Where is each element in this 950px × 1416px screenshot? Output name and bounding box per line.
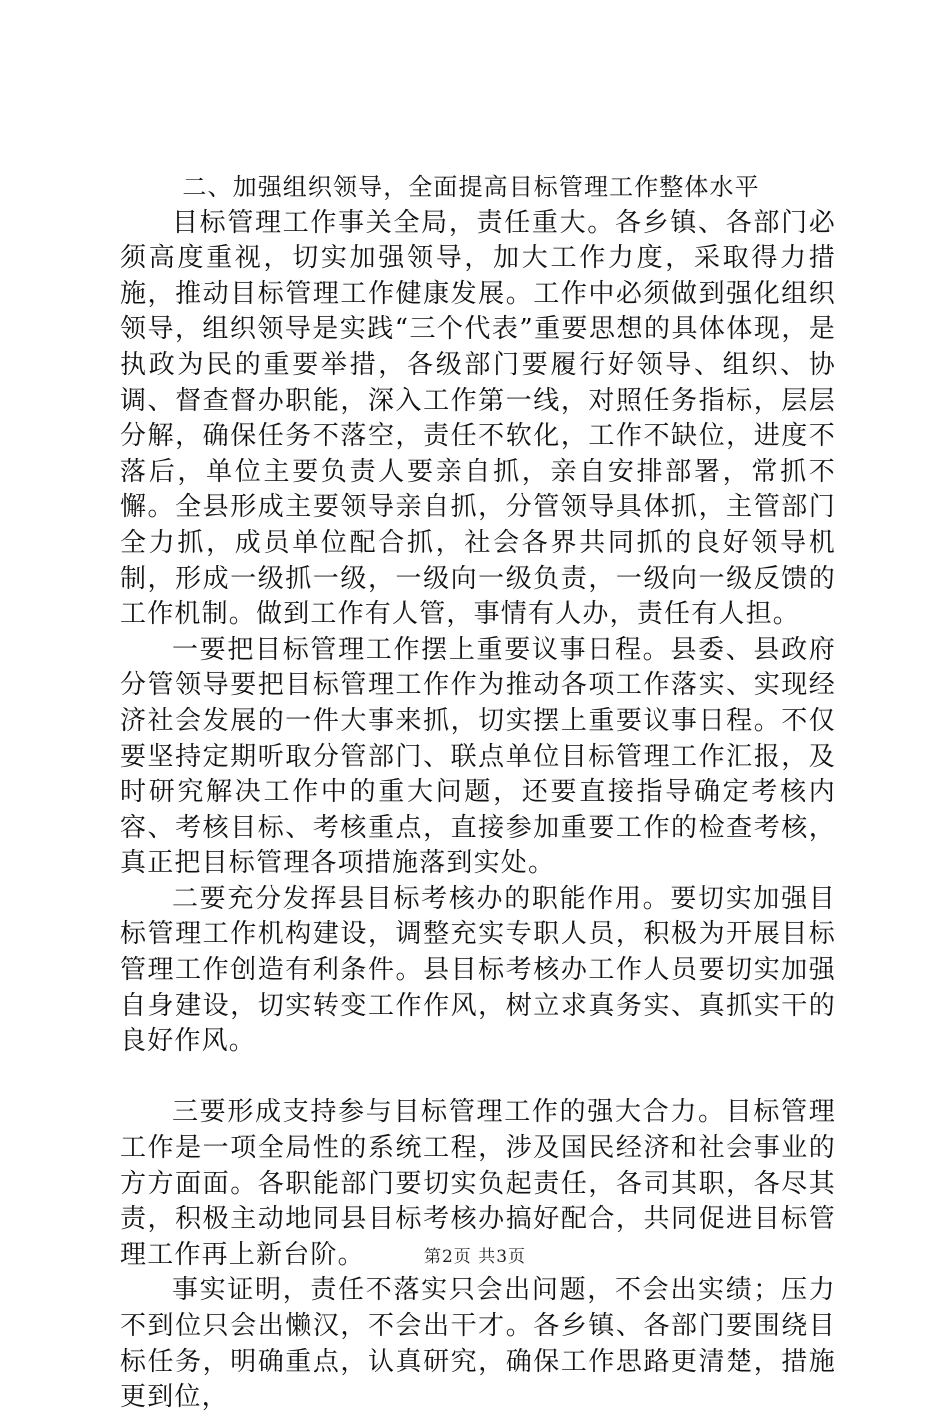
paragraph-overview: 目标管理工作事关全局，责任重大。各乡镇、各部门必须高度重视，切实加强领导，加大工作力度，采取得力措施，推动目标管理工作健康发展。工作中必须做到强化组织领导，组织领导是实践“三个代表”重要思想的具体体现，是执政为民的重要举措，各级部门要履行好领导、组织、协调、督查督办职能，深入工作第一线，对照任务指标，层层分解，确保任务不落空，责任不软化，工作不缺位，进度不落后，单位主要负责人要亲自抓，亲自安排部署，常抓不懈。全县形成主要领导亲自抓，分管领导具体抓，主管部门全力抓，成员单位配合抓，社会各界共同抓的良好领导机制，形成一级抓一级，一级向一级负责，一级向一级反馈的工作机制。做到工作有人管，事情有人办，责任有人担。 <box>120 207 836 630</box>
paragraph-gap <box>120 1060 836 1096</box>
document-body <box>120 170 836 1416</box>
paragraph-point-one: 一要把目标管理工作摆上重要议事日程。县委、县政府分管领导要把目标管理工作作为推动各项工作落实、实现经济社会发展的一件大事来抓，切实摆上重要议事日程。不仅要坚持定期听取分管部门、联点单位目标管理工作汇报，及时研究解决工作中的重大问题，还要直接指导确定考核内容、考核目标、考核重点，直接参加重要工作的检查考核，真正把目标管理各项措施落到实处。 <box>120 634 836 879</box>
paragraph-point-two: 二要充分发挥县目标考核办的职能作用。要切实加强目标管理工作机构建设，调整充实专职人员，积极为开展目标管理工作创造有利条件。县目标考核办工作人员要切实加强自身建设，切实转变工作作风，树立求真务实、真抓实干的良好作风。 <box>120 883 836 1057</box>
paragraph-conclusion: 事实证明，责任不落实只会出问题，不会出实绩；压力不到位只会出懒汉，不会出干才。各乡镇、各部门要围绕目标任务，明确重点，认真研究，确保工作思路更清楚，措施更到位， <box>120 1275 836 1413</box>
paragraph-point-three: 三要形成支持参与目标管理工作的强大合力。目标管理工作是一项全局性的系统工程，涉及国民经济和社会事业的方方面面。各职能部门要切实负起责任，各司其职，各尽其责，积极主动地同县目标考核办搞好配合，共同促进目标管理工作再上新台阶。 <box>120 1097 836 1270</box>
page-number-footer: 第2页 共3页 <box>423 1247 527 1267</box>
section-heading: 二、加强组织领导，全面提高目标管理工作整体水平 <box>182 173 760 201</box>
